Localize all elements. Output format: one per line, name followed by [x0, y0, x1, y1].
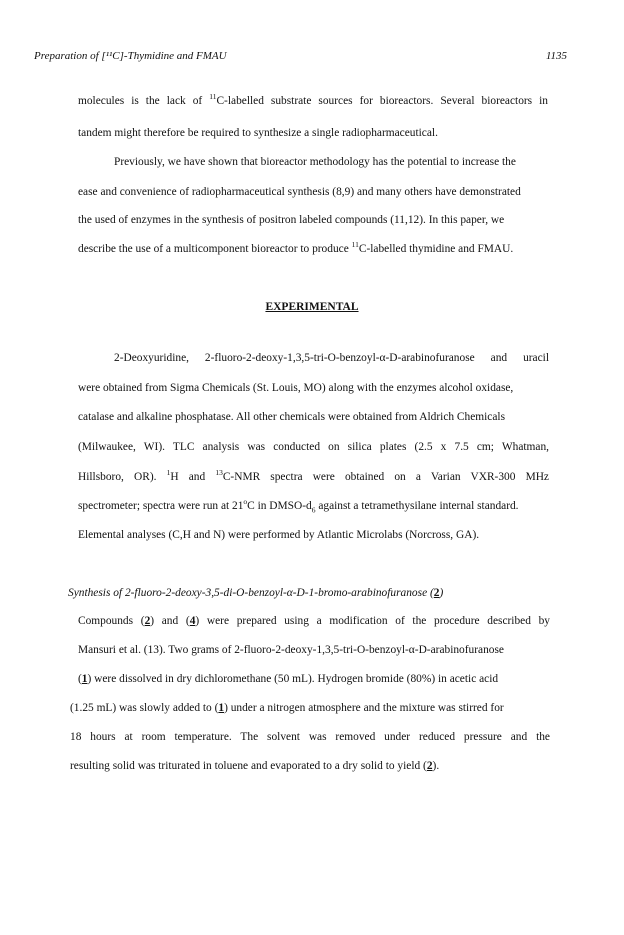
text-line: (1.25 mL) was slowly added to (1) under a nitrogen atmosphere and the mixture was stirred for	[70, 702, 504, 714]
text-line: 2-Deoxyuridine, 2-fluoro-2-deoxy-1,3,5-tri-O-benzoyl-α-D-arabinofuranose and uracil	[114, 352, 549, 364]
text-line: (1) were dissolved in dry dichloromethane (50 mL). Hydrogen bromide (80%) in acetic acid	[78, 673, 499, 685]
text-line: catalase and alkaline phosphatase. All other chemicals were obtained from Aldrich Chemicals	[78, 411, 505, 423]
text-line: molecules is the lack of $^{11}$C-labelled substrate sources for bioreactors. Several bioreactors in	[78, 92, 548, 107]
text-line: (Milwaukee, WI). TLC analysis was conducted on silica plates (2.5 x 7.5 cm; Whatman,	[78, 441, 549, 453]
text-line: tandem might therefore be required to synthesize a single radiopharmaceutical.	[78, 127, 438, 139]
text-line: describe the use of a multicomponent bioreactor to produce $^{11}$C-labelled thymidine and FMAU.	[78, 240, 514, 255]
text-line: Compounds (2) and (4) were prepared using a modification of the procedure described by	[78, 615, 550, 627]
text-line: Previously, we have shown that bioreactor methodology has the potential to increase the	[114, 156, 516, 168]
text-line: Elemental analyses (C,H and N) were performed by Atlantic Microlabs (Norcross, GA).	[78, 529, 480, 541]
text-line: were obtained from Sigma Chemicals (St. Louis, MO) along with the enzymes alcohol oxidase,	[78, 382, 514, 394]
text-line: resulting solid was triturated in toluene and evaporated to a dry solid to yield (2).	[70, 760, 440, 772]
text-line: Hillsboro, OR). $^1$H and $^{13}$C-NMR spectra were obtained on a Varian VXR-300 MHz	[78, 468, 549, 483]
text-line: ease and convenience of radiopharmaceutical synthesis (8,9) and many others have demonstrated	[78, 186, 521, 198]
subsection-heading: Synthesis of 2-fluoro-2-deoxy-3,5-di-O-benzoyl-α-D-1-bromo-arabinofuranose (2)	[68, 587, 444, 599]
running-title: Preparation of [¹¹C]-Thymidine and FMAU	[34, 50, 227, 62]
text-line: 18 hours at room temperature. The solvent was removed under reduced pressure and the	[70, 731, 550, 743]
section-heading: EXPERIMENTAL	[265, 301, 359, 313]
text-line: spectrometer; spectra were run at 21$^o$C in DMSO-$d_6$ against a tetramethysilane internal standard.	[78, 497, 519, 515]
text-line: Mansuri et al. (13). Two grams of 2-fluoro-2-deoxy-1,3,5-tri-O-benzoyl-α-D-arabinofuranose	[78, 644, 504, 656]
page-number: 1135	[545, 50, 567, 62]
text-line: the used of enzymes in the synthesis of positron labeled compounds (11,12). In this paper, we	[78, 214, 505, 226]
